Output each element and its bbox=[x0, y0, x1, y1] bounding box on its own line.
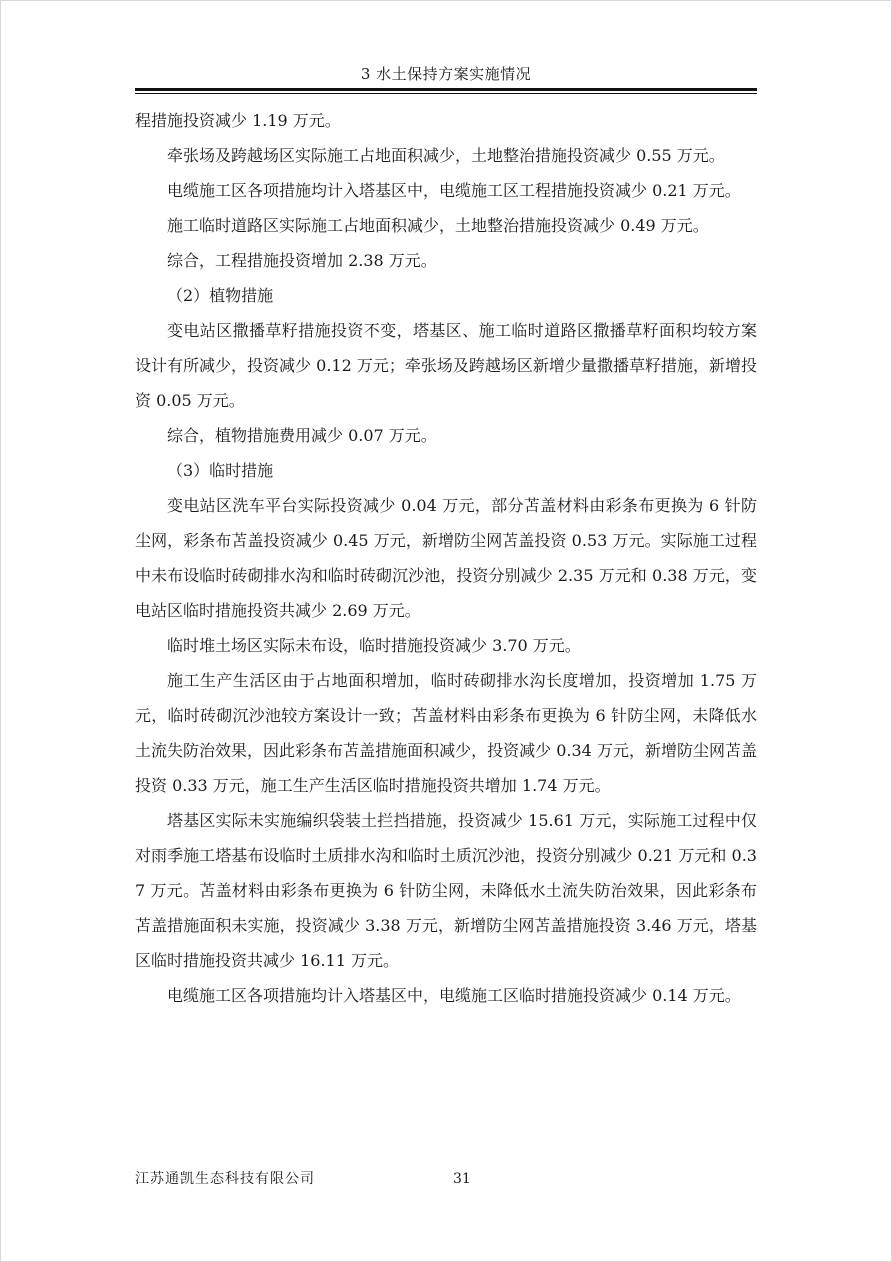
paragraph: 电缆施工区各项措施均计入塔基区中，电缆施工区工程措施投资减少 0.21 万元。 bbox=[167, 181, 741, 200]
paragraph: 程措施投资减少 1.19 万元。 bbox=[135, 111, 341, 130]
paragraph: 施工生产生活区由于占地面积增加，临时砖砌排水沟长度增加，投资增加 1.75 万元，临时砖砌沉沙池较方案设计一致；苫盖材料由彩条布更换为 6 针防尘网，未降低水土流失防治效果，因此彩条布苫盖措施面积减少，投资减少 0.34 万元，新增防尘网苫盖投资 0.33 万元，施工生产生活区临时措施投资共增加 1.74 万元。 bbox=[135, 671, 757, 795]
paragraph: 综合，工程措施投资增加 2.38 万元。 bbox=[167, 251, 437, 270]
running-header: 3 水土保持方案实施情况 bbox=[360, 65, 532, 83]
paragraph: 临时堆土场区实际未布设，临时措施投资减少 3.70 万元。 bbox=[167, 636, 581, 655]
section-heading: （3）临时措施 bbox=[167, 461, 274, 480]
paragraph: 变电站区撒播草籽措施投资不变，塔基区、施工临时道路区撒播草籽面积均较方案设计有所减少，投资减少 0.12 万元；牵张场及跨越场区新增少量撒播草籽措施，新增投资 0.05 万元。 bbox=[135, 321, 757, 410]
paragraph: 变电站区洗车平台实际投资减少 0.04 万元，部分苫盖材料由彩条布更换为 6 针防尘网，彩条布苫盖投资减少 0.45 万元，新增防尘网苫盖投资 0.53 万元。实际施工过程中未布设临时砖砌排水沟和临时砖砌沉沙池，投资分别减少 2.35 万元和 0.38 万元，变电站区临时措施投资共减少 2.69 万元。 bbox=[135, 496, 757, 620]
paragraph: 施工临时道路区实际施工占地面积减少，土地整治措施投资减少 0.49 万元。 bbox=[167, 216, 709, 235]
page-number: 31 bbox=[453, 1171, 471, 1187]
paragraph: 塔基区实际未实施编织袋装土拦挡措施，投资减少 15.61 万元，实际施工过程中仅对雨季施工塔基布设临时土质排水沟和临时土质沉沙池，投资分别减少 0.21 万元和 0.37 万元。苫盖材料由彩条布更换为 6 针防尘网，未降低水土流失防治效果，因此彩条布苫盖措施面积未实施，投资减少 3.38 万元，新增防尘网苫盖措施投资 3.46 万元，塔基区临时措施投资共减少 16.11 万元。 bbox=[135, 811, 757, 970]
running-footer bbox=[135, 1168, 757, 1190]
paragraph: 牵张场及跨越场区实际施工占地面积减少，土地整治措施投资减少 0.55 万元。 bbox=[167, 146, 725, 165]
body-text bbox=[135, 103, 757, 1013]
paragraph: 电缆施工区各项措施均计入塔基区中，电缆施工区临时措施投资减少 0.14 万元。 bbox=[167, 986, 741, 1005]
section-heading: （2）植物措施 bbox=[167, 286, 274, 305]
header-rule-thin bbox=[135, 93, 757, 94]
footer-company-name: 江苏通凯生态科技有限公司 bbox=[135, 1171, 315, 1187]
paragraph: 综合，植物措施费用减少 0.07 万元。 bbox=[167, 426, 437, 445]
header-rule-thick bbox=[135, 88, 757, 91]
